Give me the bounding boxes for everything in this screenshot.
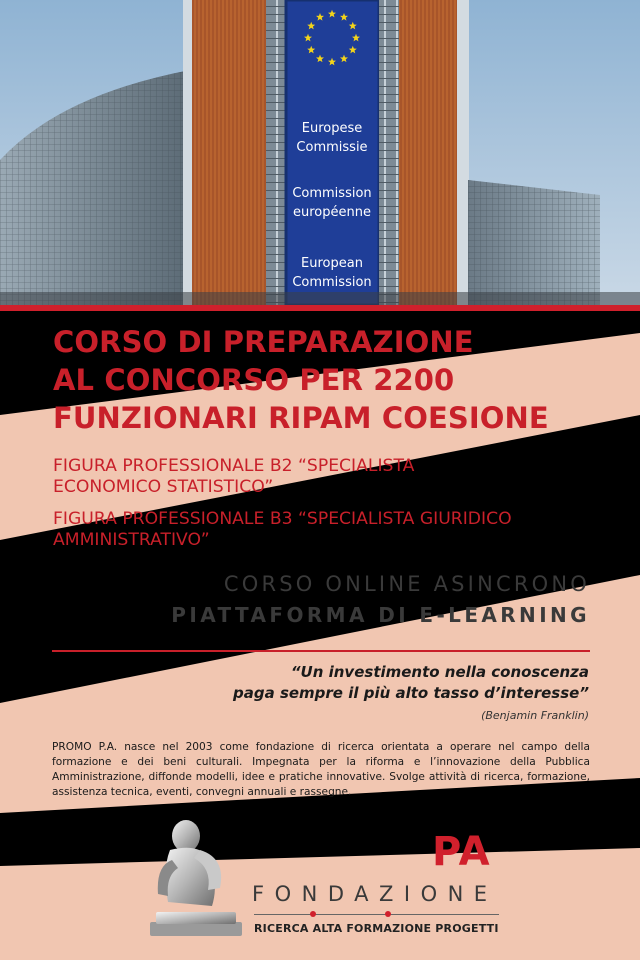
banner-text-3: Commission — [292, 186, 372, 201]
figure-b2-line-1: FIGURA PROFESSIONALE B2 “SPECIALISTA — [53, 456, 415, 476]
banner-text-5: European — [301, 256, 363, 271]
banner-text-4: européenne — [293, 205, 371, 220]
quote-author: (Benjamin Franklin) — [481, 709, 589, 722]
logo-pa: PA — [432, 829, 491, 875]
statue-icon — [142, 810, 252, 950]
figure-b2 — [53, 456, 633, 498]
logo-dot-2 — [385, 911, 391, 917]
logo-tagline: RICERCA ALTA FORMAZIONE PROGETTI — [254, 922, 499, 935]
logo-rule — [254, 914, 499, 915]
course-mode: CORSO ONLINE ASINCRONO — [223, 572, 590, 596]
course-title-line-2: AL CONCORSO PER 2200 — [53, 363, 455, 397]
banner-text-6: Commission — [292, 275, 372, 290]
hero-photo — [0, 0, 640, 305]
quote-line-2: paga sempre il più alto tasso d’interesse” — [233, 684, 589, 702]
banner-text-2: Commissie — [296, 140, 368, 155]
section-divider — [52, 650, 590, 652]
course-platform: PIATTAFORMA DI E-LEARNING — [171, 603, 590, 627]
fondazione-logo — [142, 810, 512, 950]
course-title-line-3: FUNZIONARI RIPAM COESIONE — [53, 401, 549, 435]
figure-b2-line-2: ECONOMICO STATISTICO” — [53, 477, 274, 497]
figure-b3-line-2: AMMINISTRATIVO” — [53, 530, 210, 550]
banner-text-1: Europese — [301, 121, 363, 136]
figure-b3-line-1: FIGURA PROFESSIONALE B3 “SPECIALISTA GIURIDICO — [53, 509, 512, 529]
logo-fondazione: FONDAZIONE — [252, 882, 498, 906]
about-text: PROMO P.A. nasce nel 2003 come fondazione di ricerca orientata a operare nel campo della formazione e dei beni culturali. Impegnata per la riforma e l’innovazione della Pubblica Amministrazione, diffonde modelli, idee e pratiche innovative. Svolge attività di ricerca, formazione, assistenza tecnica, eventi, convegni annuali e rassegne. — [52, 741, 590, 798]
course-title-line-1: CORSO DI PREPARAZIONE — [53, 325, 474, 359]
logo-dot-1 — [310, 911, 316, 917]
quote — [233, 662, 589, 704]
hero-divider — [0, 305, 640, 311]
quote-line-1: “Un investimento nella conoscenza — [290, 663, 589, 681]
figure-b3 — [53, 509, 633, 551]
course-title — [53, 323, 633, 437]
